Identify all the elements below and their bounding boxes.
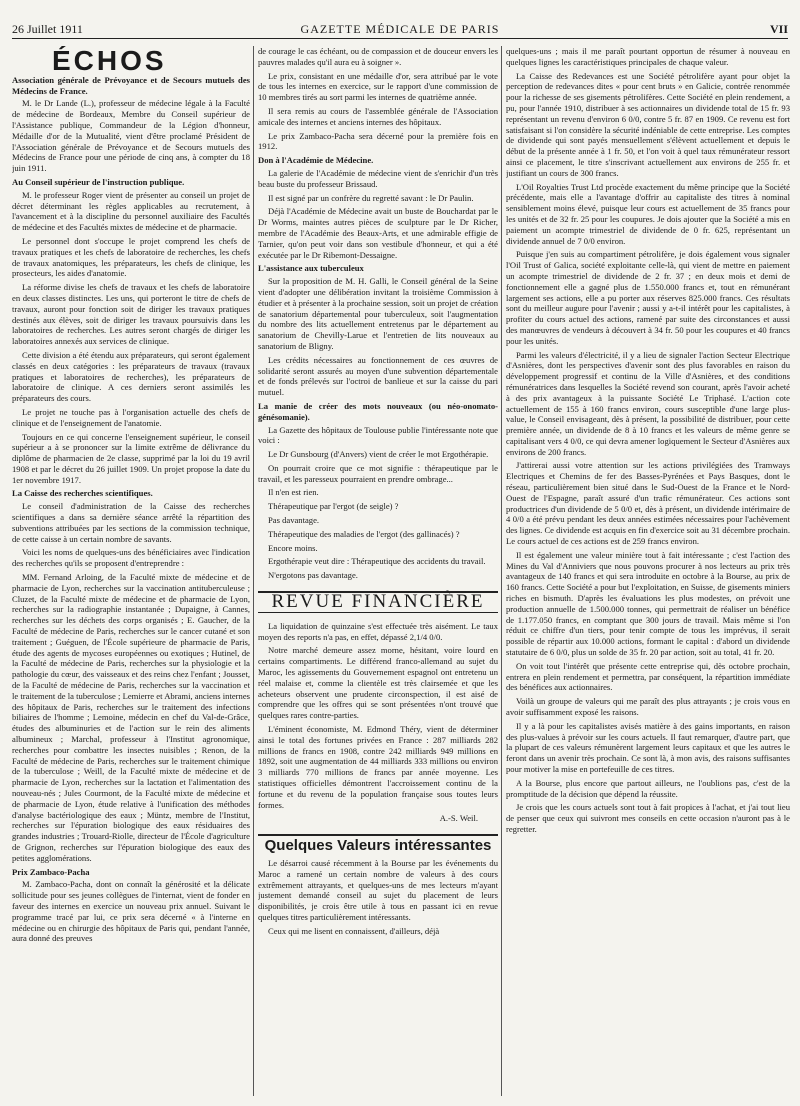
paragraph: Voici les noms de quelques-uns des bénéficiaires avec l'indication des recherches qu'ils se proposent d'entreprendre : <box>12 547 250 569</box>
paragraph: Cette division a été étendu aux préparateurs, qui seront également classés en deux catégories : les préparateurs de travaux (travaux pratiques et laboratoires de recherches), les préparateurs de laboratoire de clinique. A ces derniers seront assimilés les préparateurs des cours. <box>12 349 250 404</box>
paragraph: Déjà l'Académie de Médecine avait un buste de Bouchardat par le Dr Worms, maintes autres pièces de sculpture par le Dr Richer, membre de l'Académie des Beaux-Arts, et une admirable effigie de Tarnier, qu'on peut voir dans son vestibule d'honneur, et qui a été exécutée par le Dr Ribemont-Dessaigne. <box>258 206 498 260</box>
paragraph: Il y a là pour les capitalistes avisés matière à des gains importants, en raison des plus-values à prévoir sur les cours actuels. Il faut remarquer, d'autre part, que la plupart de ces valeurs rémunèrent largement leurs capitaux et que les autres le feront dans un avenir très prochain. Ce sont là, à mon avis, des raisons suffisantes pour motiver la mise en portefeuille de ces titres. <box>506 720 790 774</box>
paragraph: On pourrait croire que ce mot signifie : thérapeutique par le travail, et les paresseux pourraient en prendre ombrage... <box>258 462 498 484</box>
paragraph: Voilà un groupe de valeurs qui me paraît des plus attrayants ; je crois vous en avoir suffisamment exposé les raisons. <box>506 696 790 718</box>
paragraph: Pas davantage. <box>268 515 320 526</box>
section-title-revue-financiere: REVUE FINANCIÈRE <box>258 591 498 613</box>
subheading: Association générale de Prévoyance et de Secours mutuels des Médecins de France. <box>12 74 250 96</box>
paragraph: de courage le cas échéant, ou de compassion et de douceur envers les pauvres malades qu'il aura eu à soigner ». <box>258 46 498 67</box>
header-page-number: VII <box>769 22 788 36</box>
signature: A.-S. Weil. <box>439 813 478 824</box>
paragraph: Thérapeutique par l'ergot (de seigle) ? <box>268 501 399 512</box>
column-rule <box>501 46 502 1096</box>
paragraph: Ergothérapie veut dire : Thérapeutique des accidents du travail. <box>268 556 486 567</box>
paragraph: Ceux qui me lisent en connaissent, d'ailleurs, déjà <box>268 925 440 936</box>
paragraph: MM. Fernand Arloing, de la Faculté mixte de médecine et de pharmacie de Lyon, recherches sur la vaccination antituberculeuse ; Cluzet, de la Faculté mixte de médecine et de pharmacie de Lyon, recherches sur la radiographie instantanée ; Dupaigne, à Cannes, recherches sur les déchets des corps organisés ; E. Gaucher, de la Faculté de médecine de Paris, recherches sur le cancer cutané et son traitement ; Guéguen, de l'École supérieure de pharmacie de Paris, étude des agents de mycoses européennes ou exotiques ; Hutinel, de la Faculté de médecine de Paris, recherches sur la physiologie et la pathologie du cœur, des vaisseaux et des reins chez l'enfant ; Jousset, de la Faculté de médecine de Paris, recherches sur la vaccination et le traitement de la tuberculose ; Lemierre et Abrami, anciens internes des hôpitaux de Paris, recherches sur le traitement des infections biliaires de l'homme ; Lemoine, médecin en chef du Val-de-Grâce, études des albuminuries et de l'action sur le rein des aliments albumineux ; Marchal, professeur à l'Institut agronomique, recherches pour combattre les insectes nuisibles ; Renon, de la Faculté de médecine de Paris, recherches sur le traitement chimique de la tuberculose ; Weill, de la Faculté mixte de médecine et de pharmacie de Lyon, recherches sur la lactation et l'alimentation des nouveau-nés ; Jules Courmont, de la Faculté mixte de médecine et de pharmacie de Lyon, étude relative à l'unification des méthodes d'analyse bactériologique des eaux ; Müntz, membre de l'Institut, recherches sur l'épuration biologique des eaux résiduaires des grandes industries ; Trouard-Riolle, directeur de l'École d'agriculture de Grignon, recherches sur l'épuration biologique des eaux des petites agglomérations. <box>12 572 250 863</box>
paragraph: Le prix, consistant en une médaille d'or, sera attribué par le vote de tous les internes en exercice, sur le rapport d'une commission de 10 membres tirés au sort parmi les internes de quatrième année. <box>258 70 498 103</box>
paragraph: Il n'en est rien. <box>268 487 319 498</box>
paragraph: Encore moins. <box>268 542 318 553</box>
subheading: Don à l'Académie de Médecine. <box>258 155 374 166</box>
paragraph: On voit tout l'intérêt que présente cette entreprise qui, dès octobre prochain, entrera en plein rendement et permettra, par conséquent, la répartition immédiate des bénéfices aux actionnaires. <box>506 660 790 693</box>
paragraph: Thérapeutique des maladies de l'ergot (des gallinacés) ? <box>268 528 460 539</box>
paragraph: Puisque j'en suis au compartiment pétrolifère, je dois également vous signaler l'Oil Trust of Galica, société exploitante celle-là, qui vient de mettre en paiement un acompte trimestriel de dividende de 2 fr. 37 ; en deux mois et demi de fonctionnement elle a gagné plus de 1.550.000 francs et, tout en rémunérant largement ses actions, elle a pu porter aux réserves 825.000 francs. Ces résultats sont du meilleur augure pour l'avenir ; aussi y a-t-il intérêt pour les capitalistes, à profiter du cours actuel des actions, ramené par suite des circonstances et aussi des manœuvres de vendeurs à découvert à 34 fr. 50 pour les coupures et 40 francs pour les unités. <box>506 249 790 346</box>
paragraph: M. Zambaco-Pacha, dont on connaît la générosité et la délicate sollicitude pour ses jeunes collègues de l'internat, vient de fonder en faveur des internes en exercice un nouveau prix annuel. Suivant le programme tracé par lui, ce prix sera décerné « à l'interne en médecine ou en chirurgie des hôpitaux de Paris qui, pendant l'année, aura donné des preuves <box>12 879 250 944</box>
paragraph: Il est également une valeur minière tout à fait intéressante ; c'est l'action des Mines du Val d'Anniviers que nous pouvons procurer à nos lecteurs au prix très avantageux de 140 francs et qui sera introduite en octobre à la Bourse, au prix de 160 francs. Cette Société a pour but l'exploitation, en Suisse, de gisements miniers riches en bismuth. D'après les évaluations les plus modestes, on prévoit une production annuelle de 1.500.000 tonnes, qui permettrait de réaliser un bénéfice de 1.177.050 francs, en comptant que 300 jours de travail. Mais même si l'on réduit ce chiffre d'un tiers, pour tenir compte de tous les imprévus, il serait possible de répartir aux 10.000 actions, formant le capital : d'abord un dividende statutaire de 6 0/0, plus un solde de 35 fr. 20 par action, soit au total, 41 fr. 20. <box>506 549 790 658</box>
paragraph: J'attirerai aussi votre attention sur les actions privilégiées des Tramways Electriques et Chemins de fer des Basses-Pyrénées et Pays Basques, dont le réseau, particulièrement bien situé dans le Sud-Ouest de la France et le Nord-Ouest de l'Espagne, paraît assuré d'un trafic rémunérateur. Ces actions sont productrices d'un dividende de 5 0/0 et, dès à présent, un dividende intérimaire de 4 0/0 a été prévu pendant les deux années estimées nécessaires pour l'achèvement des lignes. Ce dividende est acquis en fin d'exercice soit au 31 décembre prochain. Le cours actuel de ces actions est de 259 francs environ. <box>506 460 790 547</box>
subheading: L'assistance aux tuberculeux <box>258 263 364 274</box>
column-rule <box>253 46 254 1096</box>
paragraph: L'Oil Royalties Trust Ltd procède exactement du même principe que la Société précédente, mais elle a l'avantage d'offrir au capitaliste des titres à nominal sensiblement moins élevé, puisque leur cours est actuellement de 35 francs pour les unités et de 32 fr. 25 pour les coupures. Je dois ajouter que la Société a mis en paiement un acompte trimestriel de dividende de 0 fr. 625, représentant un dividende annuel de 7 0/0 environ. <box>506 181 790 246</box>
subheading: La manie de créer des mots nouveaux (ou néo-onomato-génésomanie). <box>258 400 498 422</box>
column-2 <box>258 46 498 1098</box>
paragraph: A la Bourse, plus encore que partout ailleurs, ne l'oublions pas, c'est de la promptitude de la décision que dépend la réussite. <box>506 777 790 799</box>
paragraph: La réforme divise les chefs de travaux et les chefs de laboratoire en deux classes distinctes. Les uns, qui porteront le titre de chefs de travaux, auront pour fonction soit de diriger les travaux pratiques destinés aux élèves, soit de diriger les travaux poursuivis dans les laboratoires de recherches. Les autres seront chargés de diriger les laboratoires annexés aux services de clinique. <box>12 282 250 347</box>
column-1 <box>12 46 250 1098</box>
column-3 <box>506 46 790 1098</box>
paragraph: Je crois que les cours actuels sont tout à fait propices à l'achat, et j'ai tout lieu de penser que ceux qui suivront mes conseils en cette occasion n'auront pas à le regretter. <box>506 802 790 834</box>
paragraph: Il sera remis au cours de l'assemblée générale de l'Association amicale des internes et anciens internes des hôpitaux. <box>258 105 498 127</box>
paragraph: L'éminent économiste, M. Edmond Théry, vient de déterminer ainsi le total des fortunes privées en France : 287 milliards 282 millions de francs en 1908, contre 242 milliards 949 millions en 1892, soit une augmentation de 44 milliards 333 millions ou environ 3 milliards 770 millions de francs par année moyenne. Les statistiques officielles démontrent l'accroissement continu de la fortune et du revenu de la population française sous toutes leurs formes. <box>258 724 498 810</box>
paragraph: Le Dr Gunsbourg (d'Anvers) vient de créer le mot Ergothérapie. <box>268 449 489 460</box>
paragraph: La galerie de l'Académie de médecine vient de s'enrichir d'un très beau buste du professeur Brissaud. <box>258 167 498 189</box>
header-journal: GAZETTE MÉDICALE DE PARIS <box>300 22 500 36</box>
subheading: Au Conseil supérieur de l'instruction publique. <box>12 176 185 187</box>
header-date: 26 Juillet 1911 <box>12 22 83 36</box>
paragraph: Le projet ne touche pas à l'organisation actuelle des chefs de clinique et de l'enseignement de l'anatomie. <box>12 406 250 428</box>
paragraph: La Gazette des hôpitaux de Toulouse publie l'intéressante note que voici : <box>258 424 498 446</box>
paragraph: La Caisse des Redevances est une Société pétrolifère ayant pour objet la perception de redevances dites « pour cent bruts » en Galicie, contrée renommée pour la richesse de ses gisements pétrolifères. Cette Société en plein rendement, a pu, pour l'année 1910, distribuer à ses actionnaires un dividende total de 15 fr. 93 représentant un revenu d'environ 6 0/0, contre 5 fr. 87 en 1909. Ce revenu est fort satisfaisant si l'on considère la sécurité indéniable de cette entreprise. Les comptes de dividende qui sont payés mensuellement s'élèvent actuellement et depuis le début de la présente année à 1 fr. 50, et l'on voit à quel taux rémunérateur ressort ainsi ce placement, le titre s'inscrivant actuellement aux environs de 255 fr. et justifiant un cours de 300 francs. <box>506 70 790 178</box>
subheading: Prix Zambaco-Pacha <box>12 866 90 877</box>
page-header <box>12 22 788 39</box>
subheading: La Caisse des recherches scientifiques. <box>12 488 153 499</box>
paragraph: M. le professeur Roger vient de présenter au conseil un projet de décret déterminant les règles applicables au recrutement, à l'avancement et à la discipline du personnel auxiliaire des Facultés de médecine et des Facultés mixtes de médecine et de pharmacie. <box>12 189 250 233</box>
paragraph: Le personnel dont s'occupe le projet comprend les chefs de travaux pratiques et les chefs de laboratoire de recherches, les chefs de travaux anatomiques, les préparateurs, les chefs de clinique, les prosecteurs, les aides d'anatomie. <box>12 235 250 279</box>
paragraph: Parmi les valeurs d'électricité, il y a lieu de signaler l'action Secteur Electrique d'Asnières, dont les perspectives d'avenir sont des plus favorables en raison du développement progressif et continu de la Ville d'Asnières, et des conditions rémunératrices dans lesquelles la Société revend son courant, après l'avoir acheté à des prix avantageux à la puissante Société Le Triphasé. L'action cote actuellement de 155 à 160 francs environ, cours susceptible d'une large plus-value, le Conseil envisageant, dès à présent, la possibilité de distribuer, pour cette première année, un dividende de 8 à 10 francs et les valeurs de même genre se capitalisant vers 4 0/0, ce qui devra amener logiquement le Secteur d'Asnières aux environs de 200 francs. <box>506 349 790 457</box>
paragraph: Sur la proposition de M. H. Galli, le Conseil général de la Seine vient d'adopter une délibération invitant la troisième Commission à étudier et à présenter à la prochaine session, soit un projet de création de sanatorium départemental pour tuberculeux, soit l'augmentation du nombre des lits actuellement entretenus par le département au sanatorium de Chevilly-Larue et l'entretien de lits nouveaux au sanatorium de Bligny. <box>258 276 498 351</box>
paragraph: quelques-uns ; mais il me paraît pourtant opportun de résumer à nouveau en quelques lignes les caractéristiques principales de chaque valeur. <box>506 46 790 67</box>
paragraph: Il est signé par un confrère du regretté savant : le Dr Paulin. <box>268 192 474 203</box>
paragraph: Les crédits nécessaires au fonctionnement de ces œuvres de solidarité seront assurés au moyen d'une subvention départementale et de fonds prélevés sur l'octroi de banlieue et sur la caisse du pari mutuel. <box>258 354 498 398</box>
paragraph: N'ergotons pas davantage. <box>268 570 358 581</box>
paragraph: Notre marché demeure assez morne, hésitant, voire lourd en certains compartiments. Le différend franco-allemand au sujet du Maroc, les agissements du Gouvernement espagnol ont entretenu un réel malaise et, comme la clientèle est très clairsemée et que les acheteurs observent une prudente circonspection, il est aisé de comprendre que les offres qui se sont présentées n'ont trouvé que quelques rares contre-parties. <box>258 645 498 721</box>
paragraph: La liquidation de quinzaine s'est effectuée très aisément. Le taux moyen des reports n'a pas, en effet, dépassé 2,1/4 0/0. <box>258 620 498 642</box>
paragraph: M. le Dr Lande (L.), professeur de médecine légale à la Faculté de médecine de Bordeaux, Membre du Conseil supérieur de l'Assistance publique, Commandeur de la Légion d'honneur, Médaille d'or de la Mutualité, vient d'être proclamé Président de l'Association générale de Prévoyance et de Secours mutuels des Médecins de France pour une période de cinq ans, à compter du 18 juin 1911. <box>12 98 250 174</box>
paragraph: Le conseil d'administration de la Caisse des recherches scientifiques a dans sa dernière séance arrêté la répartition des subventions attribuées par les sections de la commission technique, de cette caisse à un certain nombre de savants. <box>12 501 250 544</box>
section-title-quelques-valeurs: Quelques Valeurs intéressantes <box>258 834 498 852</box>
paragraph: Toujours en ce qui concerne l'enseignement supérieur, le conseil supérieur a à se prononcer sur la limite extrême de délivrance du diplôme de pharmacien de 2e classe, supprimé par la loi du 19 avril 1908 et par le décret du 26 juillet 1909. Un projet propose la date du 1er novembre 1917. <box>12 431 250 485</box>
paragraph: Le prix Zambaco-Pacha sera décerné pour la première fois en 1912. <box>258 130 498 152</box>
section-title-echos: ÉCHOS <box>52 46 167 76</box>
paragraph: Le désarroi causé récemment à la Bourse par les événements du Maroc a ramené un certain nombre de valeurs à des cours extrêmement attrayants, et quelques-uns de mes lecteurs m'ayant justement demandé conseil au sujet du placement de leurs disponibilités, je crois être utile à tous en passant ici en revue quelques titres particulièrement intéressants. <box>258 858 498 922</box>
